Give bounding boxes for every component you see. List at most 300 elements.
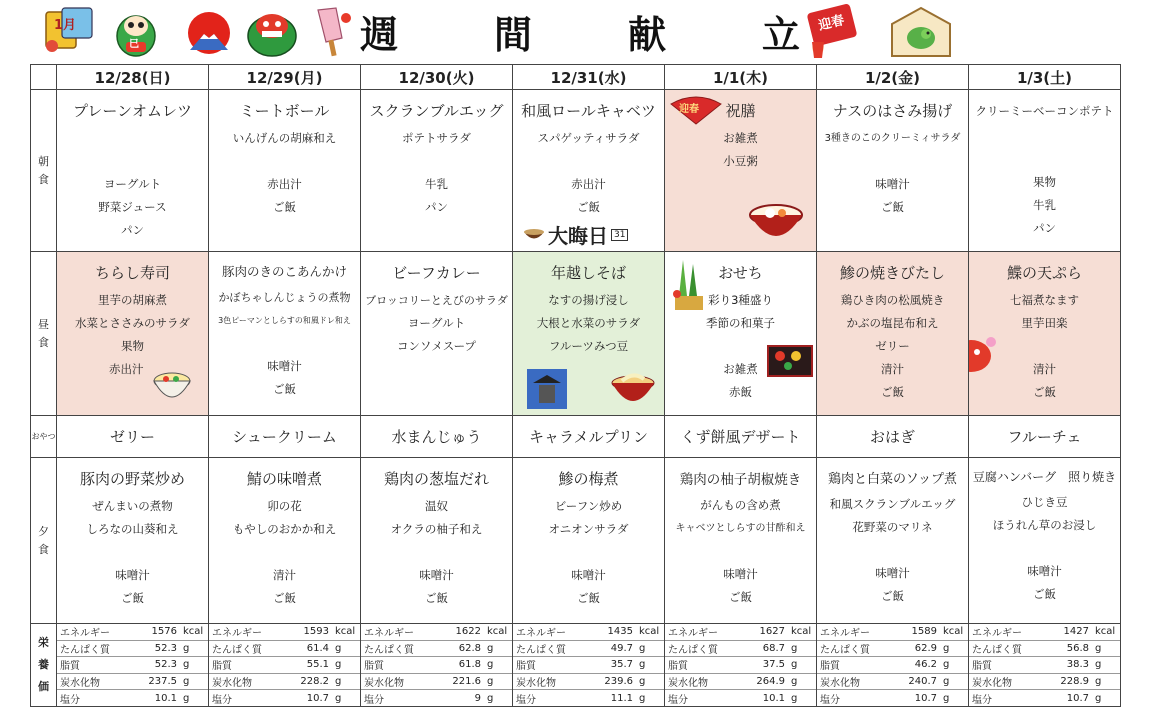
title-char: 立 [761, 12, 800, 57]
side-dish: ご飯 [577, 200, 600, 214]
hagoita-icon [308, 4, 354, 60]
nutrient-value: 52.3 [133, 657, 180, 674]
side-dish: 里芋田楽 [1021, 316, 1068, 330]
row-label-breakfast: 朝 食 [31, 90, 57, 252]
main-dish: スクランブルエッグ [369, 102, 504, 120]
nutrient-unit: g [183, 692, 190, 704]
lunch-cell [361, 252, 513, 416]
lunch-cell [665, 252, 817, 416]
nutrient-label: たんぱく質 [665, 640, 741, 657]
nutrient-label: 炭水化物 [969, 673, 1045, 690]
nutrient-value: 61.8 [437, 657, 484, 674]
nutrient-unit: g [180, 657, 208, 674]
breakfast-cell [513, 90, 665, 252]
side-dish: ポテトサラダ [402, 131, 471, 145]
side-dish [665, 540, 816, 563]
dinner-cell [817, 458, 969, 624]
side-dish: ご飯 [577, 591, 600, 605]
side-dish: 牛乳 [1033, 198, 1056, 212]
nutrient-unit: g [332, 657, 360, 674]
nutrition-row [361, 673, 512, 690]
nutrient-value: 46.2 [893, 657, 940, 674]
side-dish: 味噌汁 [723, 567, 758, 581]
nutrient-unit: g [636, 673, 664, 690]
main-dish: 鯵の梅煮 [558, 470, 619, 488]
side-dish [361, 150, 512, 173]
title-char: 間 [493, 12, 532, 57]
nutrient-label: エネルギー [57, 624, 133, 640]
nutrition-row [361, 640, 512, 657]
nutrition-table [817, 624, 968, 706]
main-dish: ビーフカレー [392, 264, 481, 282]
side-dish: ゼリー [875, 339, 910, 353]
snack-cell: おはぎ [817, 416, 969, 458]
main-dish: クリーミーベーコンポテト [975, 104, 1114, 118]
nutrient-value: 228.9 [1045, 673, 1092, 690]
main-dish: 鯖の味噌煮 [246, 470, 322, 488]
nutrient-label: 炭水化物 [665, 673, 741, 690]
nutrition-row [513, 690, 664, 706]
side-dish: 里芋の胡麻煮 [98, 293, 167, 307]
side-dish [817, 539, 968, 562]
nutrient-label: 炭水化物 [817, 673, 893, 690]
chirashi-bowl-icon [152, 369, 192, 405]
side-dish: 3種きのこのクリーミィサラダ [824, 133, 961, 144]
side-dish: 彩り3種盛り [708, 293, 773, 307]
side-dish: 果物 [1033, 175, 1056, 189]
nutrient-label: たんぱく質 [817, 640, 893, 657]
nutrient-value: 37.5 [741, 657, 788, 674]
nutrient-unit: g [788, 657, 816, 674]
nutrition-row [57, 640, 208, 657]
side-dish: 花野菜のマリネ [852, 520, 933, 534]
nutrient-value: 237.5 [133, 673, 180, 690]
nutrient-unit: g [484, 657, 512, 674]
dinner-cell [969, 458, 1121, 624]
side-dish: かぶの塩昆布和え [846, 316, 939, 330]
nutrient-label: エネルギー [665, 624, 741, 640]
nutrition-row [969, 640, 1120, 657]
nutrition-row [209, 673, 360, 690]
nutrition-row [209, 624, 360, 640]
main-dish: 年越しそば [550, 264, 626, 282]
nutrition-row [209, 640, 360, 657]
nutrition-cell [665, 624, 817, 707]
nutrition-row [209, 690, 360, 706]
nutrient-value: 1589 [893, 624, 940, 640]
nutrient-unit: g [940, 657, 968, 674]
nutrient-unit: g [788, 640, 816, 657]
side-dish: ひじき豆 [1021, 495, 1068, 509]
nutrient-value: 68.7 [741, 640, 788, 657]
side-dish: スパゲッティサラダ [537, 131, 640, 145]
zoni-bowl-icon [748, 197, 804, 245]
main-dish: 豚肉のきのこあんかけ [221, 264, 347, 279]
side-dish: 味噌汁 [1027, 564, 1062, 578]
nutrient-value: 49.7 [589, 640, 636, 657]
nutrient-value: 10.1 [154, 692, 177, 704]
side-dish: 赤飯 [729, 385, 752, 399]
side-dish: ご飯 [121, 591, 144, 605]
side-dish: パン [121, 223, 144, 237]
side-dish: 赤出汁 [571, 177, 606, 191]
day-header: 12/29(月) [209, 65, 361, 90]
weekly-menu-table [30, 64, 1121, 707]
nutrient-value: 52.3 [133, 640, 180, 657]
side-dish: ヨーグルト [407, 316, 466, 330]
main-dish: 鶏肉の柚子胡椒焼き [679, 472, 802, 488]
nutrient-label: エネルギー [817, 624, 893, 640]
title-char: 週 [360, 12, 399, 57]
side-dish [209, 332, 360, 355]
nutrient-unit: g [1092, 673, 1120, 690]
main-dish: 鰈の天ぷら [1006, 264, 1082, 282]
side-dish [361, 541, 512, 564]
main-dish: 祝膳 [725, 102, 756, 120]
nutrient-value: 10.7 [914, 692, 937, 704]
nutrient-label: 炭水化物 [361, 673, 437, 690]
nutrient-label: エネルギー [969, 624, 1045, 640]
snack-cell: フルーチェ [969, 416, 1121, 458]
nutrient-unit: g [636, 640, 664, 657]
rising-sun-fuji-icon [186, 10, 232, 56]
lion-dance-icon [969, 332, 1000, 376]
nutrition-cell [513, 624, 665, 707]
main-dish: おせち [718, 264, 763, 282]
nutrient-label: たんぱく質 [57, 640, 133, 657]
nutrient-value: 1435 [589, 624, 636, 640]
nutrition-table [209, 624, 360, 706]
nutrient-value: 221.6 [437, 673, 484, 690]
side-dish: お雑煮 [723, 362, 758, 376]
side-dish: しろなの山葵和え [86, 522, 179, 536]
dinner-cell [513, 458, 665, 624]
nutrient-label: エネルギー [209, 624, 285, 640]
side-dish [57, 541, 208, 564]
side-dish: 味噌汁 [115, 568, 150, 582]
side-dish [513, 541, 664, 564]
nutrient-value: 240.7 [893, 673, 940, 690]
side-dish: ほうれん草のお浸し [992, 518, 1097, 532]
nutrition-cell [209, 624, 361, 707]
nutrient-value: 62.9 [893, 640, 940, 657]
dinner-cell [665, 458, 817, 624]
side-dish [969, 125, 1120, 148]
nutrient-unit: g [788, 673, 816, 690]
month-badge: 1月 [54, 18, 77, 33]
side-dish: 赤出汁 [267, 177, 302, 191]
nutrient-unit: g [943, 692, 950, 704]
side-dish: ビーフン炒め [554, 499, 623, 513]
calendar-31-icon: 31 [611, 229, 628, 241]
nutrition-table [665, 624, 816, 706]
side-dish: がんもの含め煮 [700, 498, 781, 512]
nutrient-unit: g [639, 692, 646, 704]
side-dish: コンソメスープ [396, 339, 477, 353]
nutrient-value: 55.1 [285, 657, 332, 674]
side-dish: 和風スクランブルエッグ [829, 497, 956, 511]
nutrition-table [57, 624, 208, 706]
side-dish: 卯の花 [267, 499, 302, 513]
nutrient-unit: g [332, 640, 360, 657]
nutrient-value: 1593 [285, 624, 332, 640]
nutrition-table [969, 624, 1120, 706]
nutrition-row [665, 690, 816, 706]
side-dish: 味噌汁 [419, 568, 454, 582]
nutrient-unit: g [940, 640, 968, 657]
breakfast-cell [57, 90, 209, 252]
nutrient-value: 56.8 [1045, 640, 1092, 657]
breakfast-cell [817, 90, 969, 252]
side-dish: 水菜とささみのサラダ [75, 316, 190, 330]
nutrient-label: 炭水化物 [57, 673, 133, 690]
main-dish: ミートボール [239, 102, 330, 120]
nutrient-unit: g [1092, 640, 1120, 657]
side-dish [513, 150, 664, 173]
row-label-dinner: 夕 食 [31, 458, 57, 624]
page-title [360, 6, 800, 56]
nutrition-table [513, 624, 664, 706]
nutrition-row [665, 673, 816, 690]
side-dish [209, 541, 360, 564]
side-dish: パン [425, 200, 448, 214]
side-dish: ご飯 [1033, 385, 1056, 399]
lunch-cell [969, 252, 1121, 416]
side-dish [57, 150, 208, 173]
banner-label: 迎春 [817, 13, 846, 34]
nutrient-value: 38.3 [1045, 657, 1092, 674]
nutrient-label: たんぱく質 [361, 640, 437, 657]
side-dish: 赤出汁 [109, 362, 144, 376]
nutrient-label: たんぱく質 [209, 640, 285, 657]
main-dish: ちらし寿司 [94, 264, 170, 282]
day-header: 1/1(木) [665, 65, 817, 90]
nutrient-label: 炭水化物 [209, 673, 285, 690]
daruma-icon [114, 6, 158, 58]
side-dish [969, 148, 1120, 171]
nutrient-value: 9 [474, 692, 481, 704]
nutrition-row [969, 657, 1120, 674]
side-dish: ブロッコリーとえびのサラダ [365, 294, 508, 307]
side-dish: もやしのおかか和え [232, 522, 337, 536]
side-dish: キャベツとしらすの甘酢和え [675, 523, 806, 534]
row-label-nutrition: 栄 養 価 [31, 624, 57, 707]
nutrient-value: 35.7 [589, 657, 636, 674]
breakfast-cell [209, 90, 361, 252]
lunch-cell [513, 252, 665, 416]
nutrient-label: たんぱく質 [513, 640, 589, 657]
nutrition-cell [817, 624, 969, 707]
nutrient-label: 脂質 [969, 657, 1045, 674]
side-dish: 味噌汁 [875, 566, 910, 580]
nutrient-unit: g [1095, 692, 1102, 704]
nutrition-row [817, 690, 968, 706]
side-dish: 牛乳 [425, 177, 448, 191]
nutrient-label: 塩分 [516, 694, 536, 706]
nutrient-label: 脂質 [513, 657, 589, 674]
side-dish: ご飯 [425, 591, 448, 605]
nutrition-row [969, 690, 1120, 706]
nutrient-label: 炭水化物 [513, 673, 589, 690]
main-dish: 豚肉の野菜炒め [79, 470, 185, 488]
snack-cell: シュークリーム [209, 416, 361, 458]
day-header: 12/31(水) [513, 65, 665, 90]
nutrient-label: 脂質 [665, 657, 741, 674]
main-dish: 和風ロールキャベツ [521, 102, 656, 120]
corner-cell [31, 65, 57, 90]
snack-cell: キャラメルプリン [513, 416, 665, 458]
nutrient-label: 塩分 [820, 694, 840, 706]
nutrient-unit: g [487, 692, 494, 704]
nutrient-unit: g [940, 673, 968, 690]
main-dish: 鶏肉と白菜のソップ煮 [827, 472, 958, 487]
nutrient-value: 10.7 [306, 692, 329, 704]
nutrition-row [665, 657, 816, 674]
side-dish [817, 150, 968, 173]
temple-bell-icon [527, 369, 567, 409]
nutrient-label: 脂質 [361, 657, 437, 674]
lion-dance-icon [244, 4, 300, 58]
snake-ema-icon [888, 4, 954, 60]
side-dish: ご飯 [881, 200, 904, 214]
nutrient-value: 1627 [741, 624, 788, 640]
side-dish: かぼちゃしんじょうの煮物 [218, 291, 351, 304]
nutrient-value: 10.7 [1066, 692, 1089, 704]
nutrient-label: 脂質 [57, 657, 133, 674]
main-dish: 豆腐ハンバーグ 照り焼き [972, 470, 1117, 484]
breakfast-cell [969, 90, 1121, 252]
nutrition-row [665, 640, 816, 657]
side-dish: 鶏ひき肉の松風焼き [840, 293, 945, 307]
side-dish: ご飯 [881, 385, 904, 399]
side-dish: 七福煮なます [1010, 293, 1079, 307]
breakfast-cell [361, 90, 513, 252]
dinner-cell [57, 458, 209, 624]
lunch-cell [57, 252, 209, 416]
snack-cell: ゼリー [57, 416, 209, 458]
day-header: 12/30(火) [361, 65, 513, 90]
nutrition-cell [361, 624, 513, 707]
nutrition-row [969, 673, 1120, 690]
row-label-snack: おやつ [31, 416, 57, 458]
nutrient-unit: kcal [940, 624, 968, 640]
nutrient-label: 脂質 [209, 657, 285, 674]
daruma-label: 巳 [129, 39, 139, 50]
nutrient-unit: g [180, 640, 208, 657]
side-dish: 季節の和菓子 [706, 316, 775, 330]
side-dish: ヨーグルト [103, 177, 162, 191]
side-dish: ご飯 [881, 589, 904, 603]
nutrition-table [361, 624, 512, 706]
side-dish: いんげんの胡麻和え [232, 131, 337, 145]
nutrient-label: エネルギー [361, 624, 437, 640]
nutrition-row [57, 673, 208, 690]
nutrient-value: 1576 [133, 624, 180, 640]
nutrient-value: 239.6 [589, 673, 636, 690]
nutrition-row [361, 690, 512, 706]
side-dish: ご飯 [273, 382, 296, 396]
row-label-lunch: 昼 食 [31, 252, 57, 416]
header [0, 0, 1160, 64]
nutrient-label: たんぱく質 [969, 640, 1045, 657]
nutrition-row [817, 640, 968, 657]
lunch-cell [209, 252, 361, 416]
side-dish: なすの揚げ浸し [548, 293, 629, 307]
nutrient-label: 脂質 [817, 657, 893, 674]
nutrient-unit: g [484, 673, 512, 690]
fan-label: 迎春 [679, 104, 699, 115]
nutrition-row [57, 657, 208, 674]
nutrient-label: 塩分 [60, 694, 80, 706]
omisoka-label: 大晦日 [548, 224, 608, 248]
nutrition-row [817, 657, 968, 674]
side-dish [57, 127, 208, 150]
nutrition-row [361, 657, 512, 674]
nutrition-row [57, 690, 208, 706]
nutrition-row [513, 673, 664, 690]
title-char: 献 [627, 12, 666, 57]
nutrient-unit: kcal [180, 624, 208, 640]
nutrient-label: 塩分 [668, 694, 688, 706]
soba-bowl-icon [610, 369, 656, 409]
side-dish: 大根と水菜のサラダ [536, 316, 641, 330]
nutrition-row [665, 624, 816, 640]
lunch-cell [817, 252, 969, 416]
nutrient-label: 塩分 [972, 694, 992, 706]
side-dish: パン [1033, 221, 1056, 235]
nutrient-unit: g [484, 640, 512, 657]
side-dish: 果物 [121, 339, 144, 353]
side-dish [969, 537, 1120, 560]
nutrient-unit: g [636, 657, 664, 674]
nutrient-value: 11.1 [610, 692, 633, 704]
side-dish: 3色ピーマンとしらすの和風ドレ和え [218, 316, 351, 325]
side-dish: ご飯 [273, 200, 296, 214]
side-dish: お雑煮 [723, 131, 758, 145]
side-dish: オクラの柚子和え [390, 522, 483, 536]
side-dish [209, 150, 360, 173]
nutrition-row [513, 640, 664, 657]
nutrient-label: 塩分 [364, 694, 384, 706]
nutrient-value: 10.1 [762, 692, 785, 704]
side-dish: 温奴 [425, 499, 448, 513]
nutrient-unit: g [180, 673, 208, 690]
nutrition-cell [57, 624, 209, 707]
dinner-cell [361, 458, 513, 624]
nutrition-row [817, 673, 968, 690]
main-dish: 鶏肉の葱塩だれ [383, 470, 489, 488]
nutrition-row [513, 657, 664, 674]
main-dish: プレーンオムレツ [72, 102, 193, 120]
breakfast-cell [665, 90, 817, 252]
side-dish: 味噌汁 [267, 359, 302, 373]
nutrient-value: 61.4 [285, 640, 332, 657]
nutrient-unit: g [1092, 657, 1120, 674]
kadomatsu-icon [669, 256, 709, 312]
day-header: 1/3(土) [969, 65, 1121, 90]
nutrition-row [57, 624, 208, 640]
nutrient-unit: kcal [332, 624, 360, 640]
main-dish: ナスのはさみ揚げ [832, 102, 953, 120]
omisoka-badge [523, 220, 628, 249]
main-dish: 鯵の焼きびたし [839, 264, 945, 282]
nutrient-label: エネルギー [513, 624, 589, 640]
snack-cell: くず餅風デザート [665, 416, 817, 458]
snack-cell: 水まんじゅう [361, 416, 513, 458]
nutrient-value: 62.8 [437, 640, 484, 657]
side-dish: 小豆粥 [723, 154, 758, 168]
day-header: 12/28(日) [57, 65, 209, 90]
